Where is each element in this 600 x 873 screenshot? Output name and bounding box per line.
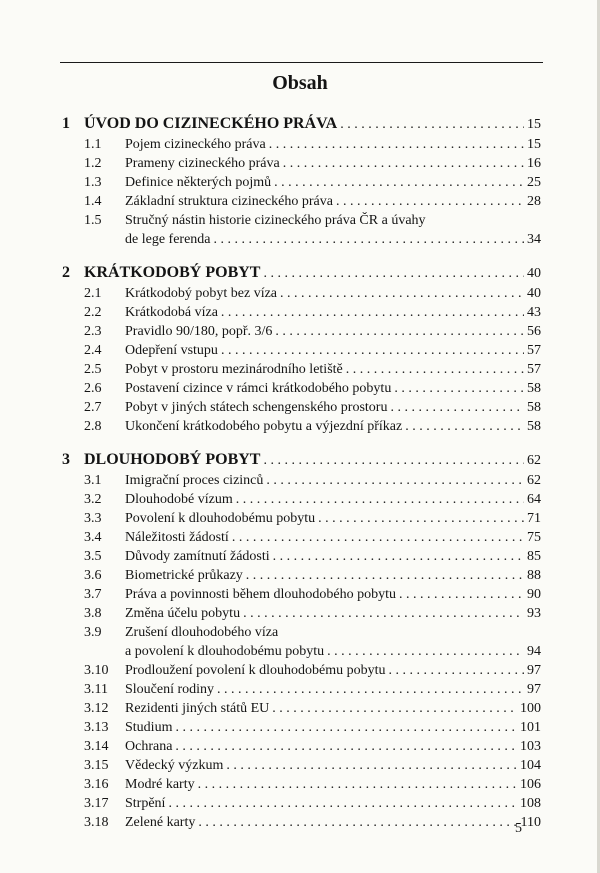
chapter-entry[interactable] xyxy=(0,262,600,284)
section-entry[interactable] xyxy=(0,585,600,604)
section-entry[interactable] xyxy=(0,341,600,360)
entry-title: Změna účelu pobytu xyxy=(125,606,241,621)
section-entry[interactable] xyxy=(0,756,600,775)
dot-leader xyxy=(221,303,524,322)
section-entry[interactable] xyxy=(0,680,600,699)
entry-page-number: 108 xyxy=(520,796,541,811)
entry-number: 3.18 xyxy=(84,815,109,830)
section-entry[interactable] xyxy=(0,173,600,192)
section-entry[interactable] xyxy=(0,661,600,680)
entry-number: 3.12 xyxy=(84,701,109,716)
entry-page-number: 104 xyxy=(520,758,541,773)
entry-title: Pobyt v jiných státech schengenského prostoru xyxy=(125,400,388,415)
dot-leader xyxy=(275,322,524,341)
dot-leader xyxy=(346,360,524,379)
entry-number: 3 xyxy=(62,451,70,468)
dot-leader xyxy=(389,661,524,680)
entry-page-number: 57 xyxy=(527,343,541,358)
section-entry[interactable] xyxy=(0,211,600,230)
chapter-gap xyxy=(0,249,600,262)
page-title: Obsah xyxy=(272,72,328,94)
chapter-entry[interactable] xyxy=(0,113,600,135)
entry-title: Biometrické průkazy xyxy=(125,568,243,583)
dot-leader xyxy=(175,737,517,756)
entry-title: Definice některých pojmů xyxy=(125,175,272,190)
entry-number: 2.3 xyxy=(84,324,102,339)
entry-number: 2.6 xyxy=(84,381,102,396)
section-entry[interactable] xyxy=(0,718,600,737)
entry-page-number: 90 xyxy=(527,587,541,602)
dot-leader xyxy=(168,794,517,813)
dot-leader xyxy=(226,756,517,775)
section-entry[interactable] xyxy=(0,490,600,509)
section-entry[interactable] xyxy=(0,737,600,756)
entry-number: 3.3 xyxy=(84,511,102,526)
section-entry[interactable] xyxy=(0,699,600,718)
section-entry-continuation[interactable] xyxy=(0,230,600,249)
dot-leader xyxy=(214,230,525,249)
entry-number: 3.10 xyxy=(84,663,109,678)
entry-title: Postavení cizince v rámci krátkodobého pobytu xyxy=(125,381,392,396)
entry-number: 3.2 xyxy=(84,492,102,507)
dot-leader xyxy=(336,192,524,211)
entry-title: Strpění xyxy=(125,796,166,811)
entry-page-number: 88 xyxy=(527,568,541,583)
dot-leader xyxy=(232,528,524,547)
entry-page-number: 43 xyxy=(527,305,541,320)
dot-leader xyxy=(236,490,524,509)
entry-number: 3.17 xyxy=(84,796,109,811)
dot-leader xyxy=(274,173,524,192)
dot-leader xyxy=(246,566,524,585)
dot-leader xyxy=(327,642,524,661)
entry-title: Sloučení rodiny xyxy=(125,682,215,697)
entry-number: 2.8 xyxy=(84,419,102,434)
entry-page-number: 101 xyxy=(520,720,541,735)
section-entry[interactable] xyxy=(0,284,600,303)
entry-title: Modré karty xyxy=(125,777,195,792)
entry-page-number: 71 xyxy=(527,511,541,526)
entry-title: Náležitosti žádostí xyxy=(125,530,229,545)
entry-page-number: 94 xyxy=(527,644,541,659)
entry-number: 2.2 xyxy=(84,305,102,320)
entry-number: 3.13 xyxy=(84,720,109,735)
entry-title: Prameny cizineckého práva xyxy=(125,156,280,171)
entry-page-number: 25 xyxy=(527,175,541,190)
section-entry[interactable] xyxy=(0,528,600,547)
dot-leader xyxy=(394,379,524,398)
dot-leader xyxy=(273,547,524,566)
section-entry[interactable] xyxy=(0,813,600,832)
entry-title: Práva a povinnosti během dlouhodobého pobytu xyxy=(125,587,397,602)
entry-title: Ukončení krátkodobého pobytu a výjezdní příkaz xyxy=(125,419,403,434)
entry-page-number: 97 xyxy=(527,663,541,678)
dot-leader xyxy=(340,114,524,136)
entry-number: 3.7 xyxy=(84,587,102,602)
header-rule xyxy=(60,62,543,63)
section-entry[interactable] xyxy=(0,794,600,813)
entry-page-number: 62 xyxy=(527,473,541,488)
entry-number: 1.5 xyxy=(84,213,102,228)
section-entry[interactable] xyxy=(0,566,600,585)
dot-leader xyxy=(399,585,524,604)
entry-page-number: 97 xyxy=(527,682,541,697)
entry-title: Vědecký výzkum xyxy=(125,758,224,773)
section-entry[interactable] xyxy=(0,154,600,173)
section-entry[interactable] xyxy=(0,322,600,341)
entry-page-number: 106 xyxy=(520,777,541,792)
entry-title: Krátkodobý pobyt bez víza xyxy=(125,286,278,301)
entry-title: Ochrana xyxy=(125,739,173,754)
entry-number: 3.14 xyxy=(84,739,109,754)
entry-title: Zrušení dlouhodobého víza xyxy=(125,625,279,640)
section-entry[interactable] xyxy=(0,379,600,398)
entry-page-number: 15 xyxy=(527,117,541,132)
section-entry[interactable] xyxy=(0,604,600,623)
page-number: 5 xyxy=(515,821,522,836)
chapter-gap xyxy=(0,436,600,449)
section-entry[interactable] xyxy=(0,192,600,211)
section-entry[interactable] xyxy=(0,775,600,794)
section-entry[interactable] xyxy=(0,417,600,436)
entry-page-number: 56 xyxy=(527,324,541,339)
section-entry[interactable] xyxy=(0,547,600,566)
entry-title: Imigrační proces cizinců xyxy=(125,473,264,488)
entry-title: Odepření vstupu xyxy=(125,343,218,358)
entry-number: 3.6 xyxy=(84,568,102,583)
entry-number: 2.1 xyxy=(84,286,102,301)
entry-page-number: 85 xyxy=(527,549,541,564)
dot-leader xyxy=(283,154,524,173)
entry-number: 3.1 xyxy=(84,473,102,488)
section-entry[interactable] xyxy=(0,135,600,154)
section-entry[interactable] xyxy=(0,398,600,417)
entry-page-number: 40 xyxy=(527,286,541,301)
entry-title: Povolení k dlouhodobému pobytu xyxy=(125,511,316,526)
dot-leader xyxy=(266,471,524,490)
entry-page-number: 75 xyxy=(527,530,541,545)
entry-number: 3.11 xyxy=(84,682,108,697)
section-entry[interactable] xyxy=(0,623,600,642)
entry-number: 3.15 xyxy=(84,758,109,773)
entry-title: a povolení k dlouhodobému pobytu xyxy=(125,644,325,659)
dot-leader xyxy=(198,813,517,832)
dot-leader xyxy=(318,509,524,528)
entry-number: 3.4 xyxy=(84,530,102,545)
entry-title: Stručný nástin historie cizineckého práva ČR a úvahy xyxy=(125,213,426,228)
entry-page-number: 110 xyxy=(520,815,541,830)
entry-page-number: 100 xyxy=(520,701,541,716)
entry-title: Prodloužení povolení k dlouhodobému pobytu xyxy=(125,663,386,678)
dot-leader xyxy=(263,450,524,472)
entry-number: 1.4 xyxy=(84,194,102,209)
entry-title: Rezidenti jiných států EU xyxy=(125,701,270,716)
entry-page-number: 93 xyxy=(527,606,541,621)
dot-leader xyxy=(243,604,524,623)
entry-title: Pobyt v prostoru mezinárodního letiště xyxy=(125,362,343,377)
section-entry[interactable] xyxy=(0,303,600,322)
entry-number: 2.7 xyxy=(84,400,102,415)
entry-page-number: 15 xyxy=(527,137,541,152)
dot-leader xyxy=(175,718,517,737)
entry-title: DLOUHODOBÝ POBYT xyxy=(84,451,261,468)
entry-page-number: 57 xyxy=(527,362,541,377)
entry-title: Pojem cizineckého práva xyxy=(125,137,266,152)
entry-page-number: 58 xyxy=(527,419,541,434)
entry-number: 1.3 xyxy=(84,175,102,190)
entry-page-number: 28 xyxy=(527,194,541,209)
entry-number: 2 xyxy=(62,264,70,281)
entry-page-number: 16 xyxy=(527,156,541,171)
entry-title: Pravidlo 90/180, popř. 3/6 xyxy=(125,324,273,339)
entry-number: 1.1 xyxy=(84,137,102,152)
dot-leader xyxy=(198,775,517,794)
dot-leader xyxy=(390,398,524,417)
entry-title: de lege ferenda xyxy=(125,232,211,247)
entry-title: Krátkodobá víza xyxy=(125,305,218,320)
entry-title: Zelené karty xyxy=(125,815,196,830)
section-entry[interactable] xyxy=(0,471,600,490)
entry-number: 1 xyxy=(62,115,70,132)
entry-page-number: 62 xyxy=(527,453,541,468)
chapter-entry[interactable] xyxy=(0,449,600,471)
entry-page-number: 58 xyxy=(527,381,541,396)
dot-leader xyxy=(280,284,524,303)
dot-leader xyxy=(217,680,524,699)
entry-title: ÚVOD DO CIZINECKÉHO PRÁVA xyxy=(84,115,338,132)
section-entry-continuation[interactable] xyxy=(0,642,600,661)
entry-page-number: 40 xyxy=(527,266,541,281)
entry-number: 3.5 xyxy=(84,549,102,564)
entry-number: 3.16 xyxy=(84,777,109,792)
entry-page-number: 58 xyxy=(527,400,541,415)
dot-leader xyxy=(272,699,517,718)
entry-page-number: 103 xyxy=(520,739,541,754)
dot-leader xyxy=(221,341,524,360)
dot-leader xyxy=(405,417,524,436)
section-entry[interactable] xyxy=(0,360,600,379)
dot-leader xyxy=(263,263,524,285)
entry-title: Základní struktura cizineckého práva xyxy=(125,194,333,209)
entry-number: 2.4 xyxy=(84,343,102,358)
table-of-contents xyxy=(0,113,600,832)
entry-page-number: 64 xyxy=(527,492,541,507)
entry-number: 2.5 xyxy=(84,362,102,377)
dot-leader xyxy=(269,135,524,154)
entry-title: KRÁTKODOBÝ POBYT xyxy=(84,264,261,281)
entry-title: Studium xyxy=(125,720,173,735)
entry-number: 1.2 xyxy=(84,156,102,171)
entry-title: Důvody zamítnutí žádosti xyxy=(125,549,270,564)
entry-number: 3.9 xyxy=(84,625,102,640)
entry-title: Dlouhodobé vízum xyxy=(125,492,233,507)
entry-page-number: 34 xyxy=(527,232,541,247)
section-entry[interactable] xyxy=(0,509,600,528)
entry-number: 3.8 xyxy=(84,606,102,621)
